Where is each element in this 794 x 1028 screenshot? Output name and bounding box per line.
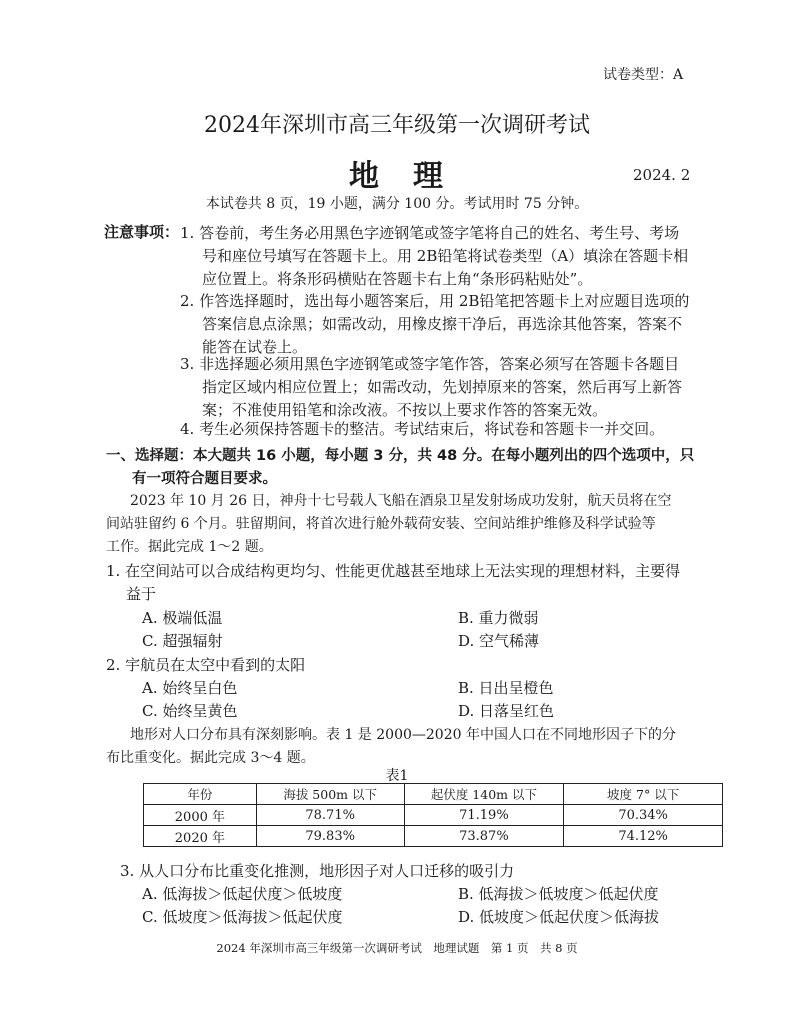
passage-1-line-3: 工作。据此完成 1～2 题。	[106, 539, 273, 555]
table-row	[144, 826, 723, 847]
table-cell: 71.19%	[404, 805, 564, 826]
section-1-heading-cont: 有一项符合题目要求。	[132, 471, 277, 487]
notice-item-2-line-2: 答案信息点涂黑；如需改动，用橡皮擦干净后，再选涂其他答案，答案不	[202, 315, 683, 333]
question-2-option-a[interactable]: A. 始终呈白色	[142, 679, 238, 697]
notice-item-1-line-3: 应位置上。将条形码横贴在答题卡右上角“条形码粘贴处”。	[202, 270, 593, 288]
table-header-cell: 坡度 7° 以下	[564, 784, 723, 805]
table-cell: 73.87%	[404, 826, 564, 847]
table-cell: 74.12%	[564, 826, 723, 847]
population-table	[143, 783, 723, 847]
question-3-option-a[interactable]: A. 低海拔＞低起伏度＞低坡度	[142, 885, 343, 903]
table-header-row	[144, 784, 723, 805]
question-1-stem-cont: 益于	[126, 585, 157, 603]
question-3-option-b[interactable]: B. 低海拔＞低坡度＞低起伏度	[458, 885, 659, 903]
question-1-option-c[interactable]: C. 超强辐射	[142, 632, 223, 650]
paper-type: 试卷类型：A	[603, 67, 684, 83]
notice-item-2-line-1: 2. 作答选择题时，选出每小题答案后，用 2B铅笔把答题卡上对应题目选项的	[180, 292, 690, 310]
table-cell: 70.34%	[564, 805, 723, 826]
passage-1-line-2: 间站驻留约 6 个月。驻留期间，将首次进行舱外载荷安装、空间站维护维修及科学试验等	[106, 516, 656, 532]
question-3-stem: 3. 从人口分布比重变化推测，地形因子对人口迁移的吸引力	[120, 862, 515, 880]
table-caption: 表1	[385, 768, 409, 784]
notice-item-4-line-1: 4. 考生必须保持答题卡的整洁。考试结束后，将试卷和答题卡一并交回。	[180, 420, 665, 438]
notice-item-3-line-3: 案；不准使用铅笔和涂改液。不按以上要求作答的答案无效。	[202, 401, 608, 419]
question-2-option-c[interactable]: C. 始终呈黄色	[142, 702, 238, 720]
passage-2-line-2: 布比重变化。据此完成 3～4 题。	[106, 750, 315, 766]
question-2-option-b[interactable]: B. 日出呈橙色	[458, 679, 554, 697]
page-footer: 2024 年深圳市高三年级第一次调研考试 地理试题 第 1 页 共 8 页	[216, 941, 578, 955]
notice-item-3-line-2: 指定区域内相应位置上；如需改动，先划掉原来的答案，然后再写上新答	[202, 378, 683, 396]
notice-label: 注意事项：	[104, 223, 180, 241]
exam-date: 2024. 2	[633, 166, 691, 184]
table-header-cell: 年份	[144, 784, 257, 805]
question-3-option-c[interactable]: C. 低坡度＞低海拔＞低起伏度	[142, 908, 343, 926]
table-header-cell: 海拔 500m 以下	[256, 784, 404, 805]
question-1-option-a[interactable]: A. 极端低温	[142, 609, 223, 627]
question-1-option-d[interactable]: D. 空气稀薄	[458, 632, 540, 650]
notice-item-1-line-1: 1. 答卷前，考生务必用黑色字迹钢笔或签字笔将自己的姓名、考生号、考场	[180, 224, 680, 242]
table-cell: 2000 年	[144, 805, 257, 826]
question-3-option-d[interactable]: D. 低坡度＞低起伏度＞低海拔	[458, 908, 660, 926]
section-1-heading: 一、选择题：本大题共 16 小题，每小题 3 分，共 48 分。在每小题列出的四个选项中，只	[106, 448, 695, 464]
exam-info: 本试卷共 8 页，19 小题，满分 100 分。考试用时 75 分钟。	[205, 196, 589, 212]
question-2-option-d[interactable]: D. 日落呈红色	[458, 702, 555, 720]
notice-item-3-line-1: 3. 非选择题必须用黑色字迹钢笔或签字笔作答，答案必须写在答题卡各题目	[180, 355, 680, 373]
table-cell: 2020 年	[144, 826, 257, 847]
notice-item-1-line-2: 号和座位号填写在答题卡上。用 2B铅笔将试卷类型（A）填涂在答题卡相	[202, 247, 689, 265]
table-header-cell: 起伏度 140m 以下	[404, 784, 564, 805]
question-2-stem: 2. 宇航员在太空中看到的太阳	[106, 656, 306, 674]
subject-title: 地 理	[349, 159, 445, 194]
exam-title: 2024年深圳市高三年级第一次调研考试	[204, 113, 590, 138]
table-cell: 78.71%	[256, 805, 404, 826]
table-row	[144, 805, 723, 826]
question-1-stem: 1. 在空间站可以合成结构更均匀、性能更优越甚至地球上无法实现的理想材料，主要得	[106, 562, 681, 580]
question-1-option-b[interactable]: B. 重力微弱	[458, 609, 539, 627]
table-cell: 79.83%	[256, 826, 404, 847]
notice-item-2-line-3: 能答在试卷上。	[202, 338, 308, 356]
passage-2-line-1: 地形对人口分布具有深刻影响。表 1 是 2000—2020 年中国人口在不同地形因子下的分	[130, 727, 676, 743]
passage-1-line-1: 2023 年 10 月 26 日，神舟十七号载人飞船在酒泉卫星发射场成功发射，航天员将在空	[130, 493, 672, 509]
